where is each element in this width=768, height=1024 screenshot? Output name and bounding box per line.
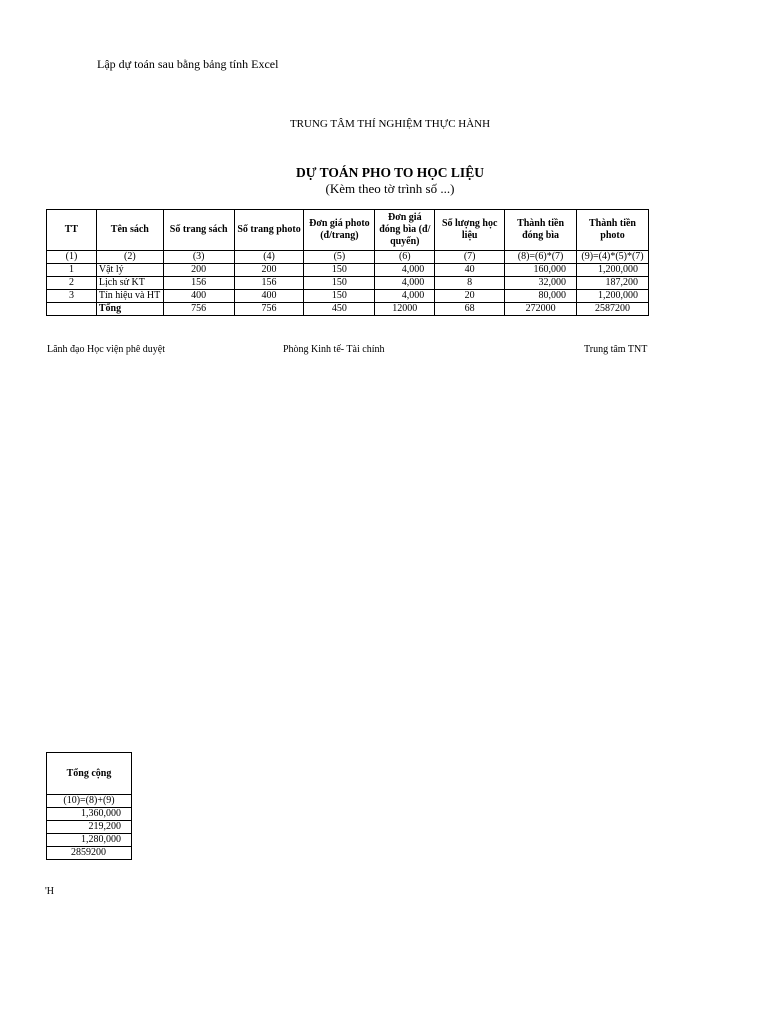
table-cell: 200: [234, 264, 304, 277]
table-row: [47, 290, 649, 303]
stray-text: 'H: [45, 886, 55, 897]
code-cell: (6): [375, 251, 435, 264]
table-cell: 150: [304, 290, 375, 303]
document-title: DỰ TOÁN PHO TO HỌC LIỆU: [296, 165, 484, 180]
table-cell: 150: [304, 264, 375, 277]
table-cell: 400: [234, 290, 304, 303]
total-cell: 450: [304, 303, 375, 316]
total-cell: 272000: [505, 303, 577, 316]
table-cell: 1,280,000: [47, 834, 132, 847]
table-cell: Vật lý: [96, 264, 163, 277]
table-cell: 4,000: [375, 277, 435, 290]
table-cell: 4,000: [375, 290, 435, 303]
total-cell: 12000: [375, 303, 435, 316]
table-cell: 156: [234, 277, 304, 290]
budget-table: [46, 209, 649, 316]
table-cell: 32,000: [505, 277, 577, 290]
header-cell: Đơn giá photo (đ/trang): [304, 210, 375, 251]
instruction-text: Lập dự toán sau bằng bảng tính Excel: [97, 57, 279, 71]
code-row: [47, 795, 132, 808]
header-cell: TT: [47, 210, 97, 251]
header-cell: Tổng cộng: [47, 753, 132, 795]
code-cell: (9)=(4)*(5)*(7): [577, 251, 649, 264]
total-cell: 756: [163, 303, 234, 316]
header-cell: Thành tiền đóng bìa: [505, 210, 577, 251]
table-cell: 400: [163, 290, 234, 303]
table-row: [47, 808, 132, 821]
table-cell: 1,200,000: [577, 264, 649, 277]
signature-approver: Lãnh đạo Học viện phê duyệt: [47, 344, 166, 355]
table-cell: 150: [304, 277, 375, 290]
table-row: [47, 834, 132, 847]
organization-name: TRUNG TÂM THÍ NGHIỆM THỰC HÀNH: [289, 118, 491, 130]
table-cell: 1,360,000: [47, 808, 132, 821]
table-cell: 4,000: [375, 264, 435, 277]
total-cell: 756: [234, 303, 304, 316]
signature-finance: Phòng Kinh tế- Tài chính: [283, 344, 385, 355]
header-cell: Số trang sách: [163, 210, 234, 251]
code-cell: (8)=(6)*(7): [505, 251, 577, 264]
table-cell: 8: [435, 277, 505, 290]
header-cell: Tên sách: [96, 210, 163, 251]
table-cell: 200: [163, 264, 234, 277]
code-cell: (10)=(8)+(9): [47, 795, 132, 808]
table-row: [47, 264, 649, 277]
table-row: [47, 277, 649, 290]
code-cell: (2): [96, 251, 163, 264]
grand-total-table: [46, 752, 132, 860]
total-cell: 68: [435, 303, 505, 316]
table-cell: 187,200: [577, 277, 649, 290]
header-row: [47, 753, 132, 795]
code-cell: (4): [234, 251, 304, 264]
header-cell: Số lượng học liệu: [435, 210, 505, 251]
header-cell: Số trang photo: [234, 210, 304, 251]
total-cell: 2587200: [577, 303, 649, 316]
table-cell: 160,000: [505, 264, 577, 277]
code-cell: (1): [47, 251, 97, 264]
table-cell: Lịch sử KT: [96, 277, 163, 290]
table-cell: 80,000: [505, 290, 577, 303]
table-cell: 156: [163, 277, 234, 290]
code-cell: (3): [163, 251, 234, 264]
total-cell: 2859200: [47, 847, 132, 860]
table-cell: 1: [47, 264, 97, 277]
table-cell: 219,200: [47, 821, 132, 834]
total-label: Tổng: [96, 303, 163, 316]
total-cell: [47, 303, 97, 316]
total-row: [47, 303, 649, 316]
table-cell: Tín hiệu và HT: [96, 290, 163, 303]
code-row: [47, 251, 649, 264]
document-subtitle: (Kèm theo tờ trình số ...): [325, 181, 455, 196]
table-cell: 2: [47, 277, 97, 290]
signature-center: Trung tâm TNT: [584, 344, 648, 355]
header-cell: Đơn giá đóng bìa (đ/ quyển): [375, 210, 435, 251]
table-cell: 3: [47, 290, 97, 303]
table-row: [47, 821, 132, 834]
code-cell: (5): [304, 251, 375, 264]
code-cell: (7): [435, 251, 505, 264]
table-cell: 20: [435, 290, 505, 303]
total-row: [47, 847, 132, 860]
header-row: [47, 210, 649, 251]
table-cell: 40: [435, 264, 505, 277]
header-cell: Thành tiền photo: [577, 210, 649, 251]
table-cell: 1,200,000: [577, 290, 649, 303]
